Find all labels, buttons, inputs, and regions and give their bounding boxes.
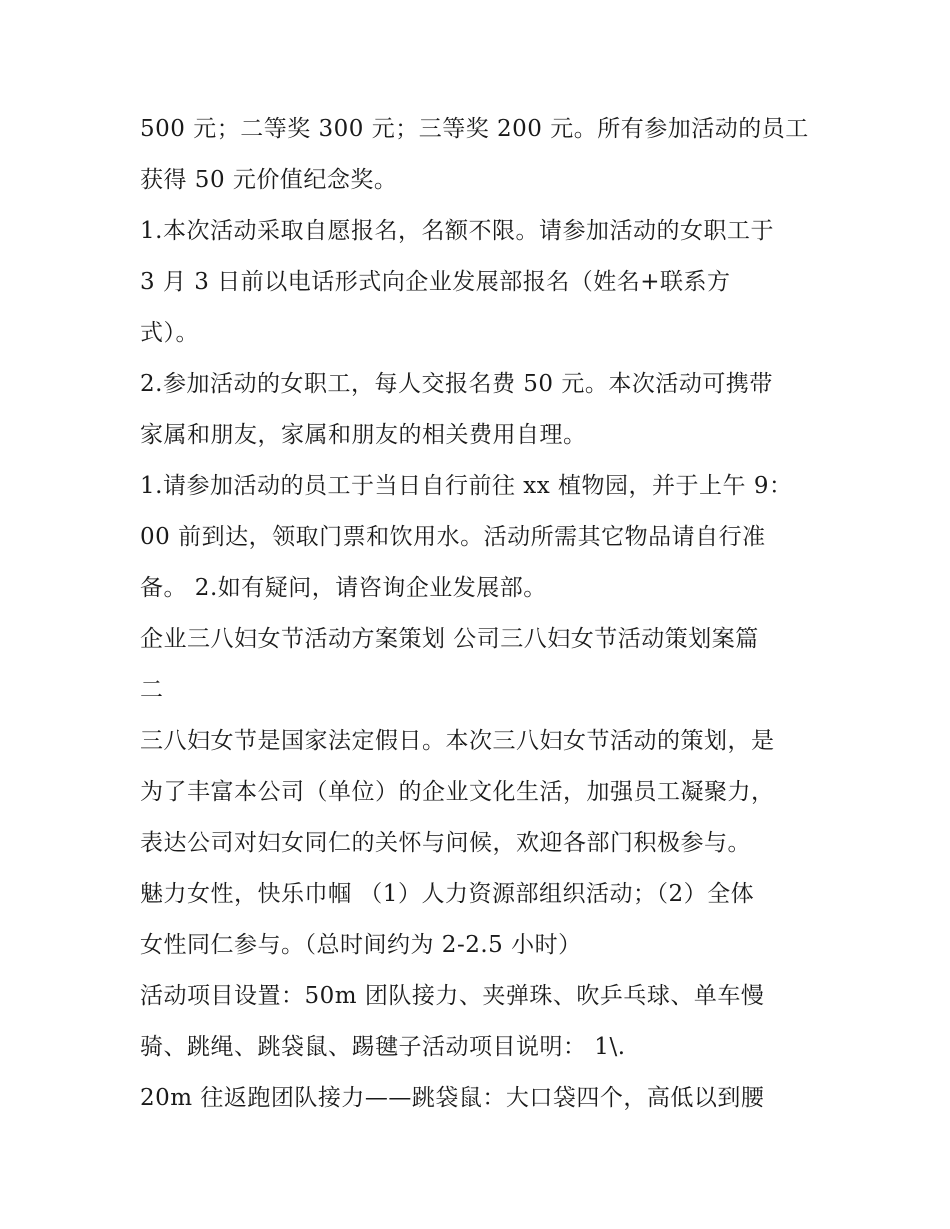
text-line: 骑、跳绳、跳袋鼠、踢毽子活动项目说明： 1\. <box>140 1034 626 1060</box>
section-heading: 二 <box>140 677 164 703</box>
text-line: 备。 2.如有疑问，请咨询企业发展部。 <box>140 575 547 601</box>
text-line: 2.参加活动的女职工，每人交报名费 50 元。本次活动可携带 <box>140 371 773 397</box>
text-line: 式）。 <box>140 320 199 346</box>
text-line: 1.本次活动采取自愿报名，名额不限。请参加活动的女职工于 <box>140 218 774 244</box>
text-line: 00 前到达，领取门票和饮用水。活动所需其它物品请自行准 <box>140 524 766 550</box>
text-line: 三八妇女节是国家法定假日。本次三八妇女节活动的策划，是 <box>140 728 775 754</box>
text-line: 获得 50 元价值纪念奖。 <box>140 167 398 193</box>
text-line: 表达公司对妇女同仁的关怀与问候，欢迎各部门积极参与。 <box>140 830 751 856</box>
text-line: 3 月 3 日前以电话形式向企业发展部报名（姓名+联系方 <box>140 269 731 295</box>
text-line: 1.请参加活动的员工于当日自行前往 xx 植物园，并于上午 9： <box>140 473 793 499</box>
text-line: 女性同仁参与。（总时间约为 2-2.5 小时） <box>140 932 582 958</box>
text-line: 为了丰富本公司（单位）的企业文化生活，加强员工凝聚力， <box>140 779 775 805</box>
document-body <box>140 104 830 1124</box>
text-line: 500 元；二等奖 300 元；三等奖 200 元。所有参加活动的员工 <box>140 116 809 142</box>
text-line: 活动项目设置：50m 团队接力、夹弹珠、吹乒乓球、单车慢 <box>140 983 765 1009</box>
text-line: 家属和朋友，家属和朋友的相关费用自理。 <box>140 422 587 448</box>
text-line: 20m 往返跑团队接力——跳袋鼠：大口袋四个，高低以到腰 <box>140 1085 765 1111</box>
text-line: 魅力女性，快乐巾帼 （1）人力资源部组织活动；（2）全体 <box>140 881 755 907</box>
section-heading: 企业三八妇女节活动方案策划 公司三八妇女节活动策划案篇 <box>140 626 759 652</box>
